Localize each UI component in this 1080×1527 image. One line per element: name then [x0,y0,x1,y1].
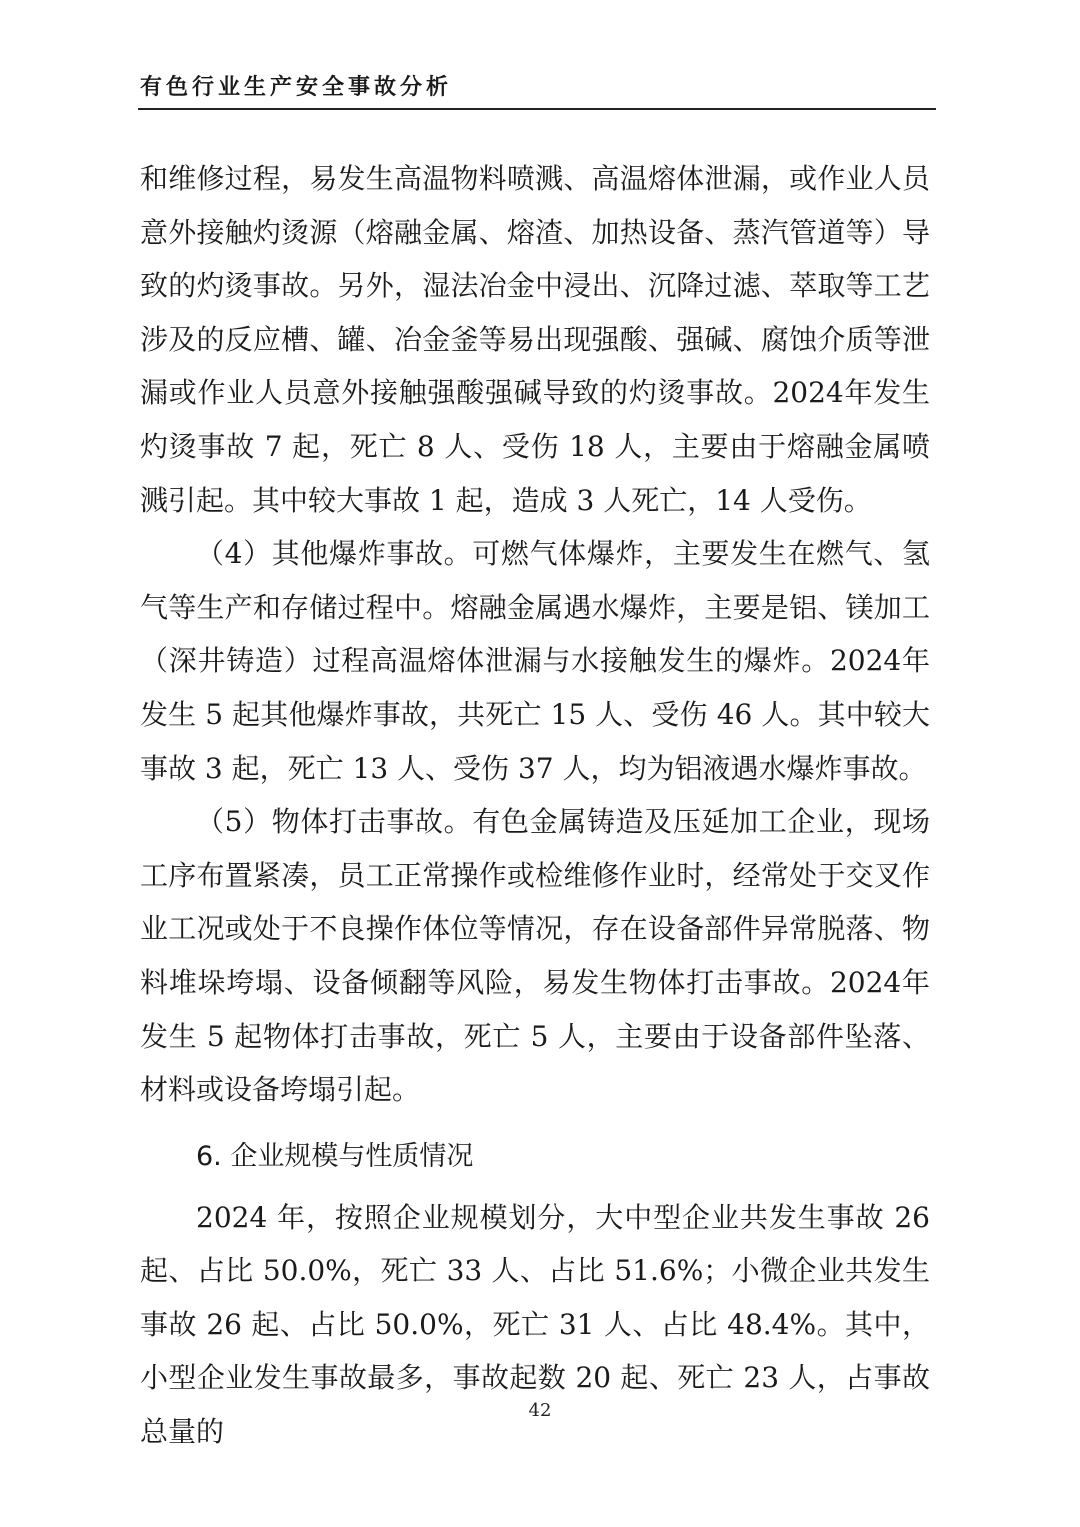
paragraph-object-strike: （5）物体打击事故。有色金属铸造及压延加工企业，现场工序布置紧凑，员工正常操作或检维修作业时，经常处于交叉作业工况或处于不良操作体位等情况，存在设备部件异常脱落、物料堆垛垮塌、设备倾翻等风险，易发生物体打击事故。2024年发生 5 起物体打击事故，死亡 5 人，主要由于设备部件坠落、材料或设备垮塌引起。 [140,805,930,1107]
section-heading: 6. 企业规模与性质情况 [196,1140,474,1172]
header-rule [138,108,936,110]
paragraph-burn-accidents: 和维修过程，易发生高温物料喷溅、高温熔体泄漏，或作业人员意外接触灼烫源（熔融金属、熔渣、加热设备、蒸汽管道等）导致的灼烫事故。另外，湿法冶金中浸出、沉降过滤、萃取等工艺涉及的反应槽、罐、冶金釜等易出现强酸、强碱、腐蚀介质等泄漏或作业人员意外接触强酸强碱导致的灼烫事故。2024年发生灼烫事故 7 起，死亡 8 人、受伤 18 人，主要由于熔融金属喷溅引起。其中较大事故 1 起，造成 3 人死亡，14 人受伤。 [140,162,930,517]
paragraph-other-explosions: （4）其他爆炸事故。可燃气体爆炸，主要发生在燃气、氢气等生产和存储过程中。熔融金属遇水爆炸，主要是铝、镁加工（深井铸造）过程高温熔体泄漏与水接触发生的爆炸。2024年发生 5 起其他爆炸事故，共死亡 15 人、受伤 46 人。其中较大事故 3 起，死亡 13 人、受伤 37 人，均为铝液遇水爆炸事故。 [140,537,930,785]
page-number: 42 [528,1400,552,1421]
body-text [140,152,930,1459]
running-header: 有色行业生产安全事故分析 [140,75,453,100]
paragraph-enterprise-scale: 2024 年，按照企业规模划分，大中型企业共发生事故 26 起、占比 50.0%，死亡 33 人、占比 51.6%；小微企业共发生事故 26 起、占比 50.0%，死亡 31 人、占比 48.4%。其中，小型企业发生事故最多，事故起数 20 起、死亡 23 人，占事故总量的 [140,1200,930,1449]
